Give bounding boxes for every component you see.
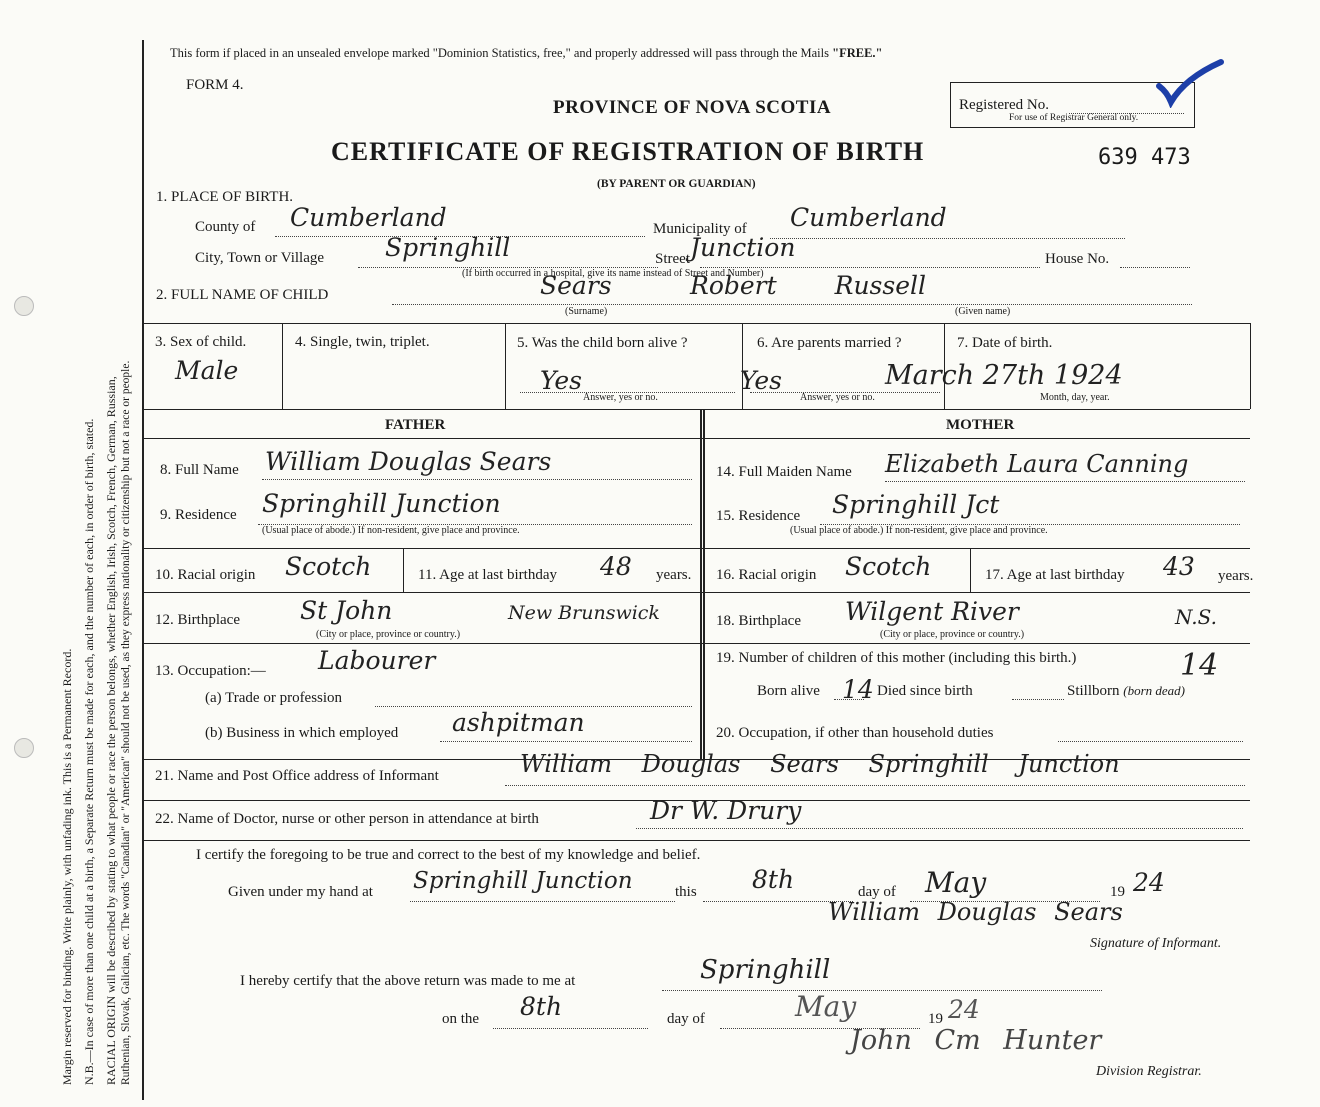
informant-value: William Douglas Sears Springhill Junction (520, 750, 1120, 778)
father-occupation-value: Labourer (318, 646, 436, 675)
father-birthplace-extra: New Brunswick (508, 602, 660, 624)
given-place-value: Springhill Junction (413, 868, 633, 894)
father-birthplace-caption: (City or place, province or country.) (316, 629, 461, 640)
father-residence-value: Springhill Junction (262, 489, 501, 518)
given-under-label: Given under my hand at (228, 884, 373, 900)
margin-note-binding: Margin reserved for binding. Write plainly, with unfading ink. This is a Permanent Record. (60, 648, 74, 1085)
county-label: County of (195, 219, 256, 235)
registrar-signature: John Cm Hunter (850, 1025, 1102, 1056)
mother-died-label: Died since birth (877, 683, 973, 699)
row-box-top (142, 323, 1250, 324)
informant-signature-caption: Signature of Informant. (1090, 936, 1222, 951)
registrar-day-value: 8th (520, 992, 563, 1021)
father-business-value: ashpitman (452, 708, 585, 737)
parents-divider (700, 409, 705, 759)
date-of-birth-value: March 27th 1924 (885, 360, 1123, 391)
mother-racial-value: Scotch (845, 552, 932, 581)
street-value: Junction (690, 233, 796, 262)
father-age-years: years. (656, 567, 692, 583)
certification-statement: I certify the foregoing to be true and correct to the best of my knowledge and belief. (196, 847, 701, 863)
sex-label: 3. Sex of child. (155, 334, 247, 350)
given-day-of-label: day of (858, 884, 896, 900)
county-value: Cumberland (290, 203, 447, 232)
binding-hole-top (14, 296, 34, 316)
doctor-value: Dr W. Drury (650, 796, 802, 825)
parents-married-value: Yes (740, 366, 782, 395)
registrar-month-value: May (795, 990, 857, 1023)
parents-married-label: 6. Are parents married ? (757, 335, 902, 351)
child-surname: Sears (540, 271, 612, 300)
father-birthplace-value: St John (300, 596, 393, 625)
certificate-title: CERTIFICATE OF REGISTRATION OF BIRTH (331, 137, 925, 166)
mother-racial-label: 16. Racial origin (716, 567, 817, 583)
given-month-value: May (925, 866, 987, 899)
registrar-caption: Division Registrar. (1096, 1064, 1202, 1079)
hospital-note: (If birth occurred in a hospital, give its name instead of Street and Number) (462, 268, 764, 279)
mother-born-alive-value: 14 (842, 675, 874, 704)
mother-children-label: 19. Number of children of this mother (including this birth.) (716, 650, 1077, 666)
city-value: Springhill (385, 233, 511, 262)
municipality-value: Cumberland (790, 203, 947, 232)
father-business-label: (b) Business in which employed (205, 725, 399, 741)
parents-married-caption: Answer, yes or no. (800, 392, 875, 403)
registrar-year-prefix: 19 (928, 1011, 943, 1027)
given-year-value: 24 (1133, 868, 1165, 897)
doctor-label: 22. Name of Doctor, nurse or other person in attendance at birth (155, 811, 539, 827)
mother-age-value: 43 (1163, 552, 1195, 581)
father-racial-label: 10. Racial origin (155, 567, 256, 583)
mother-birthplace-extra: N.S. (1175, 605, 1217, 629)
plurality-label: 4. Single, twin, triplet. (295, 334, 430, 350)
certificate-subtitle: (BY PARENT OR GUARDIAN) (597, 178, 756, 190)
mother-name-label: 14. Full Maiden Name (716, 464, 852, 480)
father-racial-value: Scotch (285, 552, 372, 581)
child-given-name: Robert Russell (690, 271, 926, 300)
given-year-prefix: 19 (1110, 884, 1125, 900)
mother-stillborn-label: Stillborn (born dead) (1067, 683, 1186, 699)
father-name-value: William Douglas Sears (265, 447, 552, 476)
father-residence-caption: (Usual place of abode.) If non-resident, give place and province. (262, 525, 520, 536)
registered-label: Registered No. (959, 97, 1049, 113)
margin-note-multiple-births: N.B.—In case of more than one child at a birth, a Separate Return must be made for each, and the number of each, in order of birth, stated. (82, 418, 96, 1085)
mother-birthplace-caption: (City or place, province or country.) (880, 629, 1025, 640)
certificate-number: 639 473 (1098, 145, 1191, 170)
row-box-bottom (142, 409, 1250, 410)
mother-residence-value: Springhill Jct (832, 490, 1000, 519)
mother-residence-caption: (Usual place of abode.) If non-resident, give place and province. (790, 525, 1048, 536)
born-alive-label: 5. Was the child born alive ? (517, 335, 688, 351)
mother-birthplace-value: Wilgent River (845, 597, 1019, 626)
given-name-caption: (Given name) (955, 306, 1011, 317)
date-of-birth-label: 7. Date of birth. (957, 335, 1053, 351)
mother-age-years: years. (1218, 568, 1254, 584)
registrar-place-value: Springhill (700, 955, 831, 985)
province-heading: PROVINCE OF NOVA SCOTIA (553, 97, 832, 118)
given-day-value: 8th (752, 865, 795, 894)
father-birthplace-label: 12. Birthplace (155, 612, 240, 628)
sex-value: Male (175, 356, 239, 385)
child-name-label: 2. FULL NAME OF CHILD (156, 287, 329, 303)
margin-note-racial-origin-1: RACIAL ORIGIN will be described by stating to what people or race the person belongs, whether English, Irish, Scotch, French, German, Russian, (104, 376, 118, 1085)
born-alive-caption: Answer, yes or no. (583, 392, 658, 403)
father-residence-label: 9. Residence (160, 507, 237, 523)
mother-birthplace-label: 18. Birthplace (716, 613, 801, 629)
binding-hole-bottom (14, 738, 34, 758)
place-of-birth-heading: 1. PLACE OF BIRTH. (156, 189, 294, 205)
registrar-day-of-label: day of (667, 1011, 705, 1027)
date-of-birth-caption: Month, day, year. (1040, 392, 1110, 403)
father-trade-label: (a) Trade or profession (205, 690, 343, 706)
street-label: Street (655, 251, 690, 267)
father-occupation-label: 13. Occupation:— (155, 663, 266, 679)
house-number-label: House No. (1045, 251, 1110, 267)
form-left-border (142, 40, 144, 1100)
mother-residence-label: 15. Residence (716, 508, 801, 524)
registrar-statement: I hereby certify that the above return was made to me at (240, 973, 576, 989)
mail-notice: This form if placed in an unsealed envelope marked "Dominion Statistics, free," and properly addressed will pass through the Mails "FREE." (170, 46, 883, 60)
mother-children-value: 14 (1180, 648, 1219, 683)
informant-signature: William Douglas Sears (828, 898, 1123, 926)
mother-age-label: 17. Age at last birthday (985, 567, 1125, 583)
born-alive-value: Yes (540, 366, 582, 395)
father-age-value: 48 (600, 552, 632, 581)
mother-name-value: Elizabeth Laura Canning (885, 450, 1189, 478)
margin-note-racial-origin-2: Ruthenian, Slovak, Galician, etc. The words "Canadian" or "American" should not be used, as they express nationality or citizenship but not a race or people. (120, 360, 132, 1085)
mother-born-alive-label: Born alive (757, 683, 820, 699)
municipality-label: Municipality of (653, 221, 747, 237)
surname-caption: (Surname) (565, 306, 608, 317)
city-label: City, Town or Village (195, 250, 325, 266)
form-number: FORM 4. (186, 77, 244, 93)
registrar-on-label: on the (442, 1011, 480, 1027)
check-mark-icon (1155, 58, 1225, 108)
registered-note: For use of Registrar General only. (1009, 113, 1139, 123)
given-this-label: this (675, 884, 697, 900)
mother-heading: MOTHER (946, 417, 1015, 433)
father-heading: FATHER (385, 417, 446, 433)
father-name-label: 8. Full Name (160, 462, 239, 478)
father-age-label: 11. Age at last birthday (418, 567, 557, 583)
registrar-year-value: 24 (948, 995, 980, 1024)
informant-label: 21. Name and Post Office address of Informant (155, 768, 439, 784)
mother-occupation-label: 20. Occupation, if other than household duties (716, 725, 994, 741)
